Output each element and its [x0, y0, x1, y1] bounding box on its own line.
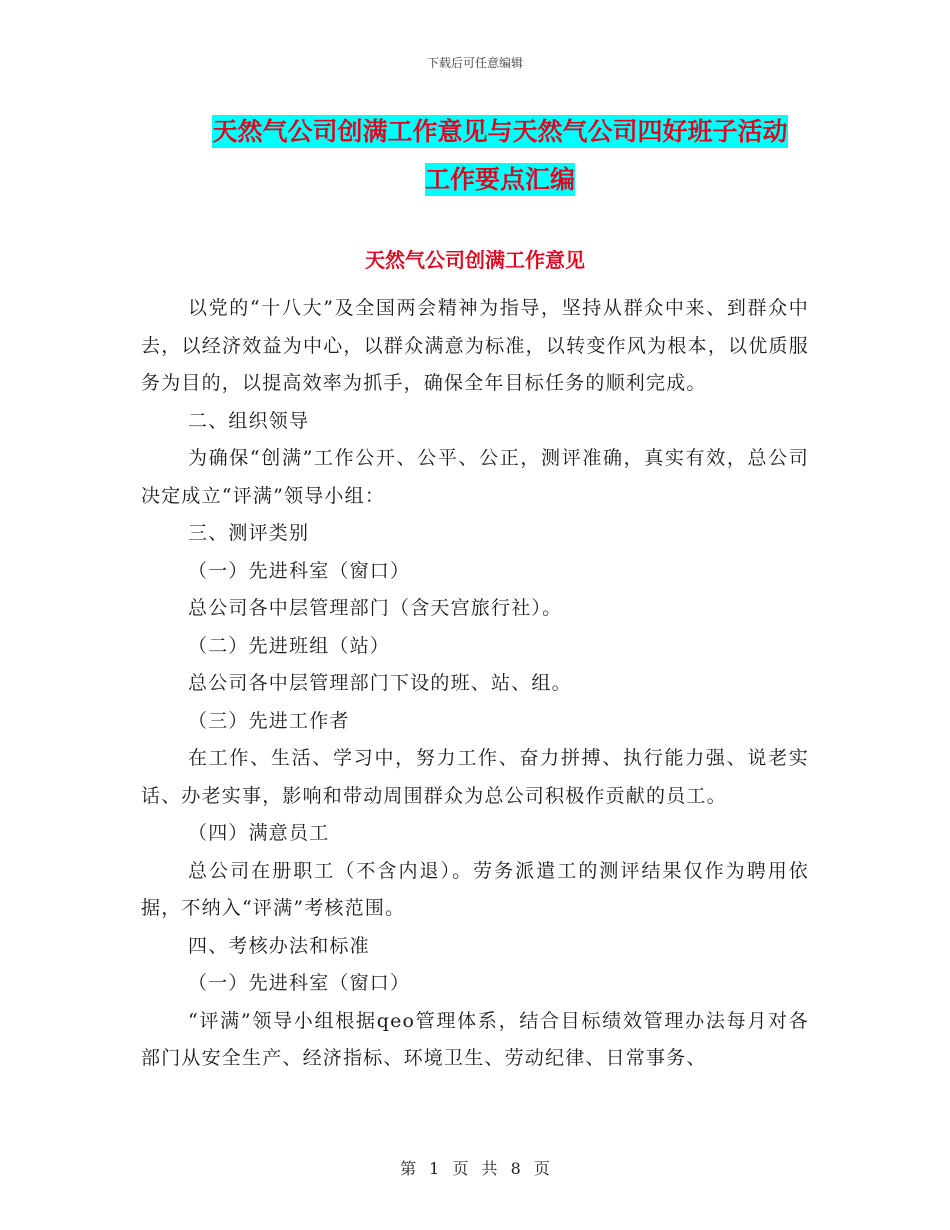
section-title: 天然气公司创满工作意见: [365, 248, 585, 272]
subheading: （四）满意员工: [188, 822, 330, 844]
title-line-2: 工作要点汇编: [424, 165, 575, 194]
paragraph: 总公司各中层管理部门下设的班、站、组。: [188, 672, 572, 694]
heading-assessment: 四、考核办法和标准: [188, 934, 370, 957]
heading-categories: 三、测评类别: [188, 522, 310, 544]
document-title: [150, 108, 850, 204]
paragraph: 总公司在册职工（不含内退）。劳务派遣工的测评结果仅作为聘用依据，不纳入“评满”考核范围。: [141, 859, 809, 919]
paragraph: 在工作、生活、学习中，努力工作、奋力拼搏、执行能力强、说老实话、办老实事，影响和带动周围群众为总公司积极作贡献的员工。: [141, 747, 809, 807]
subheading: （一）先进科室（窗口）: [188, 559, 411, 582]
subheading: （三）先进工作者: [188, 709, 350, 732]
paragraph: “评满”领导小组根据qeo管理体系，结合目标绩效管理办法每月对各部门从安全生产、经济指标、环境卫生、劳动纪律、日常事务、: [141, 1009, 809, 1069]
paragraph: 为确保“创满”工作公开、公平、公正，测评准确，真实有效，总公司决定成立“评满”领导小组：: [141, 447, 809, 507]
paragraph: 总公司各中层管理部门（含天宫旅行社）。: [188, 597, 563, 619]
title-line-1: 天然气公司创满工作意见与天然气公司四好班子活动: [212, 117, 788, 146]
document-body: [141, 290, 809, 1078]
subheading: （一）先进科室（窗口）: [188, 972, 411, 994]
paragraph: 以党的“十八大”及全国两会精神为指导，坚持从群众中来、到群众中去，以经济效益为中心，以群众满意为标准，以转变作风为根本，以优质服务为目的，以提高效率为抓手，确保全年目标任务的顺利完成。: [141, 297, 809, 394]
subheading: （二）先进班组（站）: [188, 634, 391, 657]
heading-organization: 二、组织领导: [188, 409, 310, 432]
header-note: 下载后可任意编辑: [426, 56, 523, 70]
page-footer: 第 1 页 共 8 页: [400, 1159, 550, 1178]
